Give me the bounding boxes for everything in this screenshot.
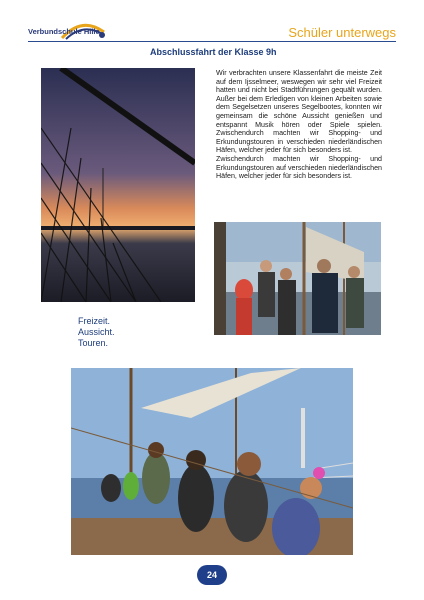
section-title: Schüler unterwegs [288,25,396,40]
header-divider [28,41,396,42]
caption-line-1: Freizeit. [78,316,111,326]
page-number-badge: 24 [197,565,227,585]
school-logo [28,18,104,42]
article-title: Abschlussfahrt der Klasse 9h [150,47,277,57]
article-body [216,69,382,181]
photo-sunset-rigging [41,68,195,302]
photo-students-on-deck [71,368,353,555]
article-paragraph-2: Zwischendurch machten wir Shopping- und Erkundungstouren auf verschieden niederländischen Häfen, welcher jeder für sich besonders ist. [216,154,382,181]
article-paragraph-1: Wir verbrachten unsere Klassenfahrt die meiste Zeit auf dem Ijsselmeer, weswegen wir sehr viel Freizeit hatten und nicht bei Stadtführungen gequält wurden. Außer bei dem Erledigen von kleinen Arbeiten sowie dem Segelsetzen unseres Segelbootes, konnten wir gemeinsam die schöne Aussicht genießen und entspannt Musik hören oder Spiele spielen. Zwischendurch machten wir Shopping- und Erkundungstouren in verschieden niederländischen Häfen, welcher jeder für sich besonders ist. [216,69,382,155]
caption-line-2: Aussicht. [78,327,115,337]
photo-caption [78,316,115,349]
photo-students-hoisting-sail [214,222,381,335]
page-header [0,0,424,52]
logo-text: Verbundschule Hille [28,27,100,36]
caption-line-3: Touren. [78,338,109,348]
